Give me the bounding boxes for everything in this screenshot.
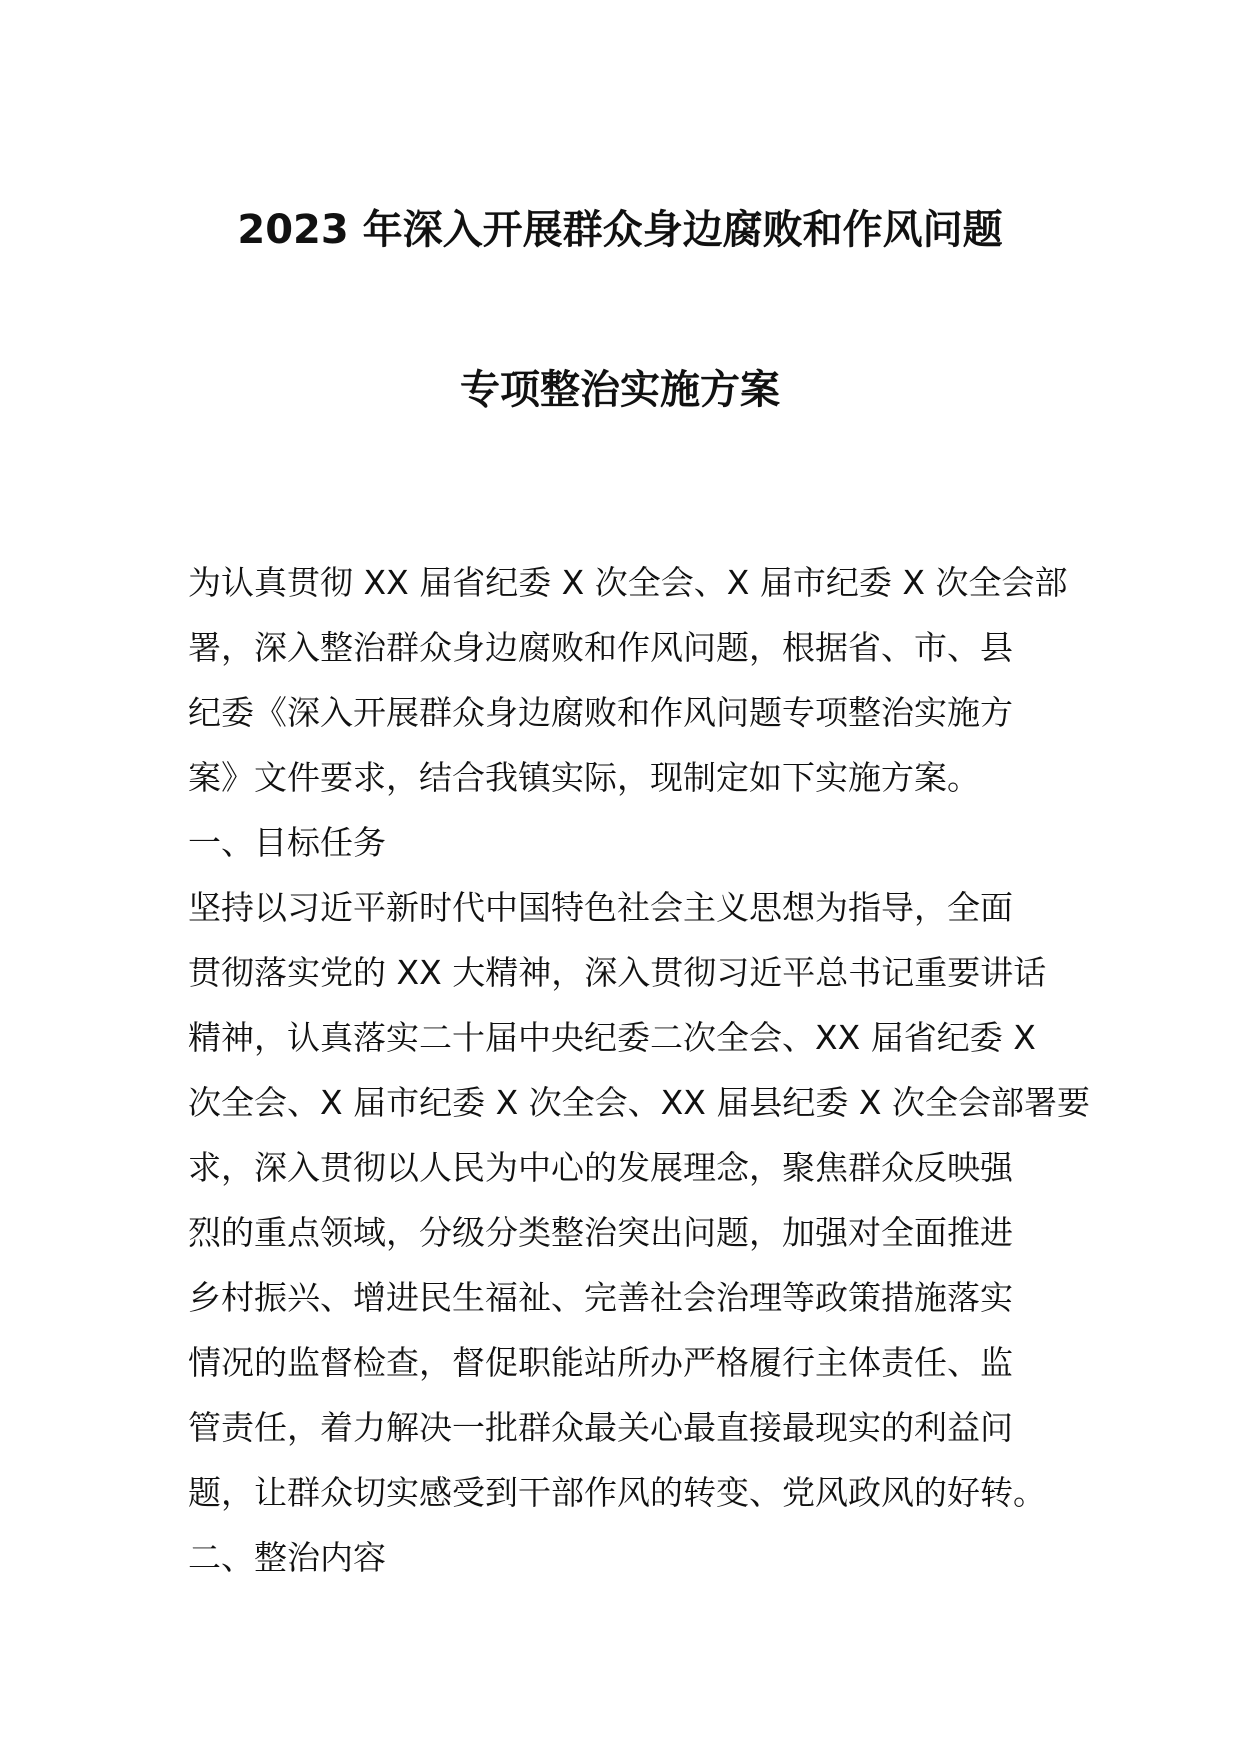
paragraph-intro-line: 署，深入整治群众身边腐败和作风问题，根据省、市、县	[188, 628, 1013, 667]
paragraph-goals-line: 次全会、X 届市纪委 X 次全会、XX 届县纪委 X 次全会部署要	[188, 1083, 1090, 1122]
title-line-1: 2023 年深入开展群众身边腐败和作风问题	[237, 207, 1003, 253]
paragraph-goals-line: 烈的重点领域，分级分类整治突出问题，加强对全面推进	[188, 1213, 1013, 1252]
title-line-2: 专项整治实施方案	[460, 367, 780, 413]
section-heading-goals: 一、目标任务	[188, 823, 386, 862]
paragraph-goals-line: 管责任，着力解决一批群众最关心最直接最现实的利益问	[188, 1408, 1013, 1447]
body-text	[188, 550, 1090, 1590]
paragraph-intro-line: 为认真贯彻 XX 届省纪委 X 次全会、X 届市纪委 X 次全会部	[188, 563, 1068, 602]
paragraph-goals-line: 求，深入贯彻以人民为中心的发展理念，聚焦群众反映强	[188, 1148, 1013, 1187]
paragraph-intro-line: 案》文件要求，结合我镇实际，现制定如下实施方案。	[188, 758, 980, 797]
paragraph-goals-line: 坚持以习近平新时代中国特色社会主义思想为指导，全面	[188, 888, 1013, 927]
paragraph-goals-line: 精神，认真落实二十届中央纪委二次全会、XX 届省纪委 X	[188, 1018, 1036, 1057]
section-heading-content: 二、整治内容	[188, 1538, 386, 1577]
paragraph-intro-line: 纪委《深入开展群众身边腐败和作风问题专项整治实施方	[188, 693, 1013, 732]
paragraph-goals-line: 情况的监督检查，督促职能站所办严格履行主体责任、监	[188, 1343, 1013, 1382]
paragraph-goals-line: 贯彻落实党的 XX 大精神，深入贯彻习近平总书记重要讲话	[188, 953, 1047, 992]
paragraph-goals-line: 乡村振兴、增进民生福祉、完善社会治理等政策措施落实	[188, 1278, 1013, 1317]
paragraph-goals-line: 题，让群众切实感受到干部作风的转变、党风政风的好转。	[188, 1473, 1046, 1512]
